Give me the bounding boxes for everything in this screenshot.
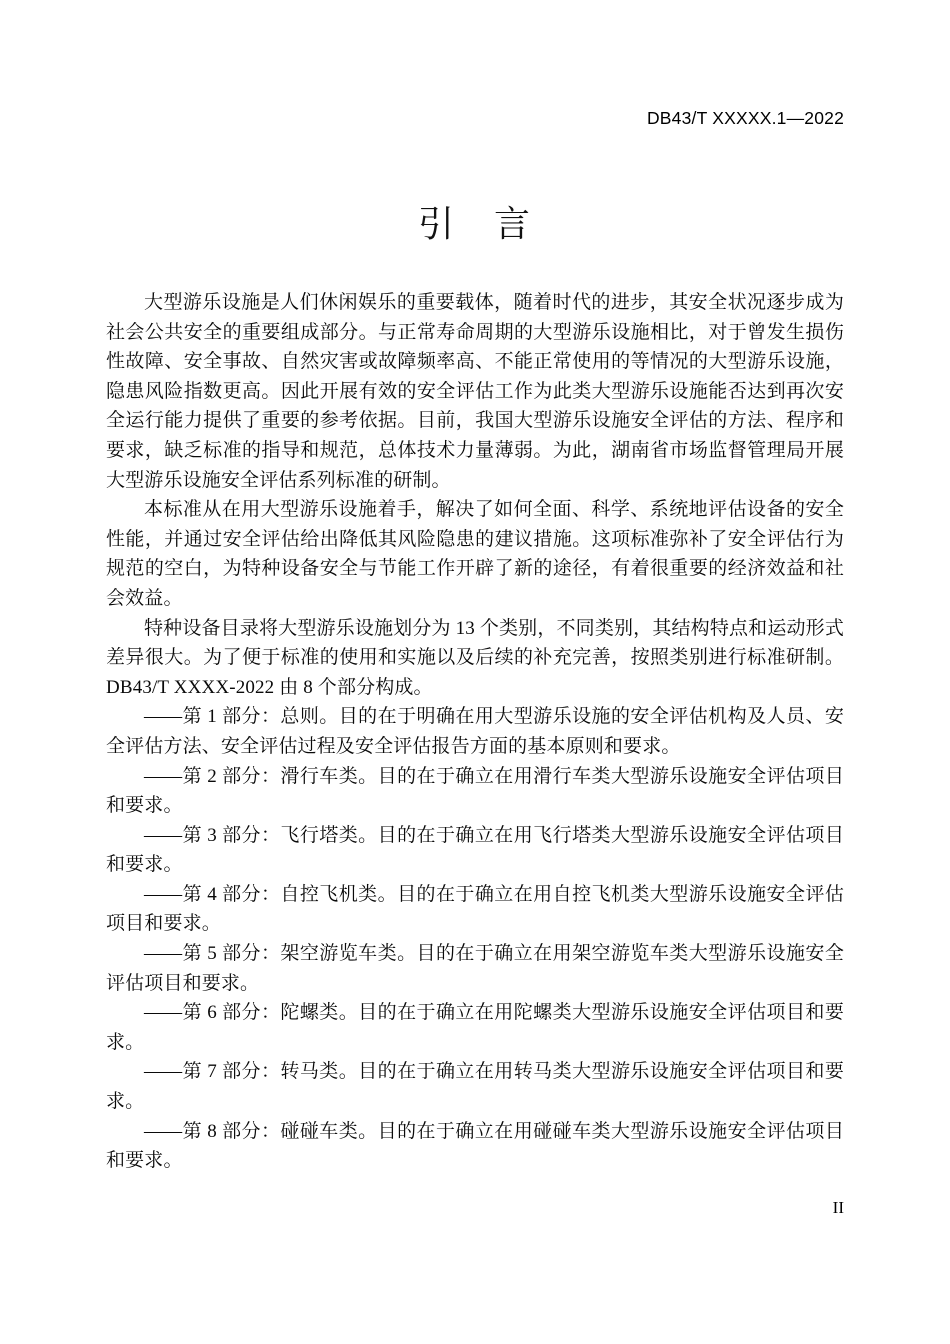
- part-item-2: ——第 2 部分：滑行车类。目的在于确立在用滑行车类大型游乐设施安全评估项目和要求。: [106, 765, 844, 817]
- part-item-1: ——第 1 部分：总则。目的在于明确在用大型游乐设施的安全评估机构及人员、安全评估方法、安全评估过程及安全评估报告方面的基本原则和要求。: [106, 706, 844, 757]
- page-number: II: [832, 1198, 844, 1217]
- paragraph-intro-structure: 特种设备目录将大型游乐设施划分为 13 个类别，不同类别，其结构特点和运动形式差异很大。为了便于标准的使用和实施以及后续的补充完善，按照类别进行标准研制。DB43/T XXXX-2022 由 8 个部分构成。: [106, 617, 844, 698]
- running-header: [106, 108, 844, 132]
- page-footer: [106, 1198, 844, 1218]
- part-item-3: ——第 3 部分：飞行塔类。目的在于确立在用飞行塔类大型游乐设施安全评估项目和要求。: [106, 824, 844, 876]
- part-item-5: ——第 5 部分：架空游览车类。目的在于确立在用架空游览车类大型游乐设施安全评估项目和要求。: [106, 943, 844, 994]
- part-item-7: ——第 7 部分：转马类。目的在于确立在用转马类大型游乐设施安全评估项目和要求。: [106, 1061, 844, 1113]
- page-title: [0, 196, 950, 247]
- part-item-6: ——第 6 部分：陀螺类。目的在于确立在用陀螺类大型游乐设施安全评估项目和要求。: [106, 1002, 844, 1053]
- section-title: 引 言: [417, 203, 532, 244]
- part-item-4: ——第 4 部分：自控飞机类。目的在于确立在用自控飞机类大型游乐设施安全评估项目和要求。: [106, 883, 844, 935]
- part-item-8: ——第 8 部分：碰碰车类。目的在于确立在用碰碰车类大型游乐设施安全评估项目和要求。: [106, 1120, 844, 1172]
- standard-number: DB43/T XXXXX.1—2022: [646, 108, 844, 128]
- body-content: [106, 288, 844, 1176]
- paragraph-intro-background: 大型游乐设施是人们休闲娱乐的重要载体，随着时代的进步，其安全状况逐步成为社会公共安全的重要组成部分。与正常寿命周期的大型游乐设施相比，对于曾发生损伤性故障、安全事故、自然灾害或故障频率高、不能正常使用的等情况的大型游乐设施，隐患风险指数更高。因此开展有效的安全评估工作为此类大型游乐设施能否达到再次安全运行能力提供了重要的参考依据。目前，我国大型游乐设施安全评估的方法、程序和要求，缺乏标准的指导和规范，总体技术力量薄弱。为此，湖南省市场监督管理局开展大型游乐设施安全评估系列标准的研制。: [106, 292, 844, 491]
- paragraph-intro-purpose: 本标准从在用大型游乐设施着手，解决了如何全面、科学、系统地评估设备的安全性能，并通过安全评估给出降低其风险隐患的建议措施。这项标准弥补了安全评估行为规范的空白，为特种设备安全与节能工作开辟了新的途径，有着很重要的经济效益和社会效益。: [106, 499, 844, 609]
